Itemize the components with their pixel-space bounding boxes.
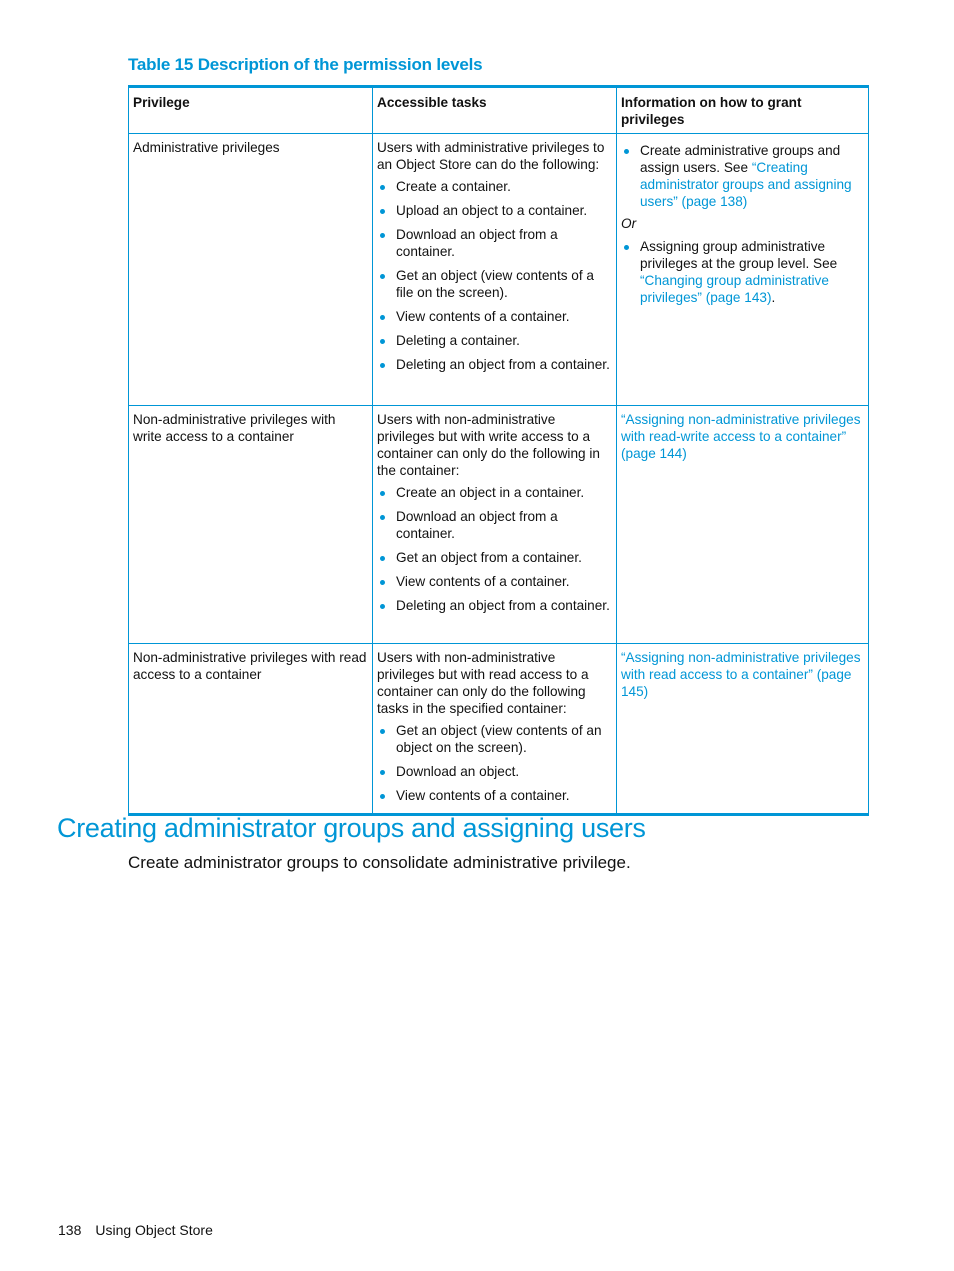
privilege-cell: Non-administrative privileges with write access to a container — [129, 406, 373, 644]
grant-info-text: Create administrative groups and assign users. See — [640, 143, 841, 175]
tasks-intro: Users with non-administrative privileges but with read access to a container can only do the following tasks in the specified container: — [377, 650, 589, 716]
list-item: View contents of a container. — [377, 308, 611, 325]
task-list — [377, 484, 611, 614]
column-header-accessible-tasks: Accessible tasks — [373, 87, 617, 134]
permission-levels-table — [128, 85, 869, 816]
tasks-intro: Users with administrative privileges to an Object Store can do the following: — [377, 140, 605, 172]
list-item: Get an object (view contents of an object on the screen). — [377, 722, 611, 756]
grant-info-list — [621, 142, 863, 210]
list-item: Create an object in a container. — [377, 484, 611, 501]
list-item: Download an object from a container. — [377, 508, 611, 542]
grant-info-cell — [617, 644, 869, 815]
task-list — [377, 722, 611, 804]
task-list — [377, 178, 611, 373]
chapter-title: Using Object Store — [95, 1222, 213, 1238]
table-caption: Table 15 Description of the permission levels — [128, 55, 483, 74]
list-item: Get an object from a container. — [377, 549, 611, 566]
creating-admin-groups-link[interactable]: “Creating administrator groups and assigning users” (page 138) — [640, 160, 852, 209]
page-footer — [58, 1222, 213, 1238]
grant-info-text: Assigning group administrative privileges at the group level. See — [640, 239, 838, 271]
accessible-tasks-cell — [373, 406, 617, 644]
list-item: Deleting an object from a container. — [377, 356, 611, 373]
tasks-intro: Users with non-administrative privileges but with write access to a container can only do the following in the container: — [377, 412, 600, 478]
privilege-cell: Administrative privileges — [129, 134, 373, 406]
changing-group-admin-privileges-link[interactable]: “Changing group administrative privileges” (page 143) — [640, 273, 829, 305]
list-item: Create a container. — [377, 178, 611, 195]
list-item: Get an object (view contents of a file on the screen). — [377, 267, 611, 301]
table-header-row — [129, 87, 869, 134]
page-number: 138 — [58, 1222, 82, 1238]
grant-info-tail: . — [771, 290, 776, 305]
assigning-read-access-link[interactable]: “Assigning non-administrative privileges with read access to a container” (page 145) — [621, 650, 861, 699]
list-item: View contents of a container. — [377, 787, 611, 804]
table-row — [129, 134, 869, 406]
accessible-tasks-cell — [373, 644, 617, 815]
list-item: Upload an object to a container. — [377, 202, 611, 219]
accessible-tasks-cell — [373, 134, 617, 406]
list-item — [621, 238, 863, 306]
grant-info-cell — [617, 134, 869, 406]
grant-info-cell — [617, 406, 869, 644]
list-item: Deleting a container. — [377, 332, 611, 349]
list-item — [621, 142, 863, 210]
grant-info-list — [621, 238, 863, 306]
list-item: Download an object from a container. — [377, 226, 611, 260]
column-header-grant-info: Information on how to grant privileges — [617, 87, 869, 134]
privilege-cell: Non-administrative privileges with read access to a container — [129, 644, 373, 815]
section-body: Create administrator groups to consolidate administrative privilege. — [128, 853, 631, 872]
table-row — [129, 406, 869, 644]
list-item: Deleting an object from a container. — [377, 597, 611, 614]
section-heading: Creating administrator groups and assigning users — [57, 813, 646, 843]
list-item: View contents of a container. — [377, 573, 611, 590]
column-header-privilege: Privilege — [129, 87, 373, 134]
table-row — [129, 644, 869, 815]
or-separator: Or — [621, 216, 637, 231]
assigning-read-write-access-link[interactable]: “Assigning non-administrative privileges with read-write access to a container” (page 144) — [621, 412, 861, 461]
list-item: Download an object. — [377, 763, 611, 780]
